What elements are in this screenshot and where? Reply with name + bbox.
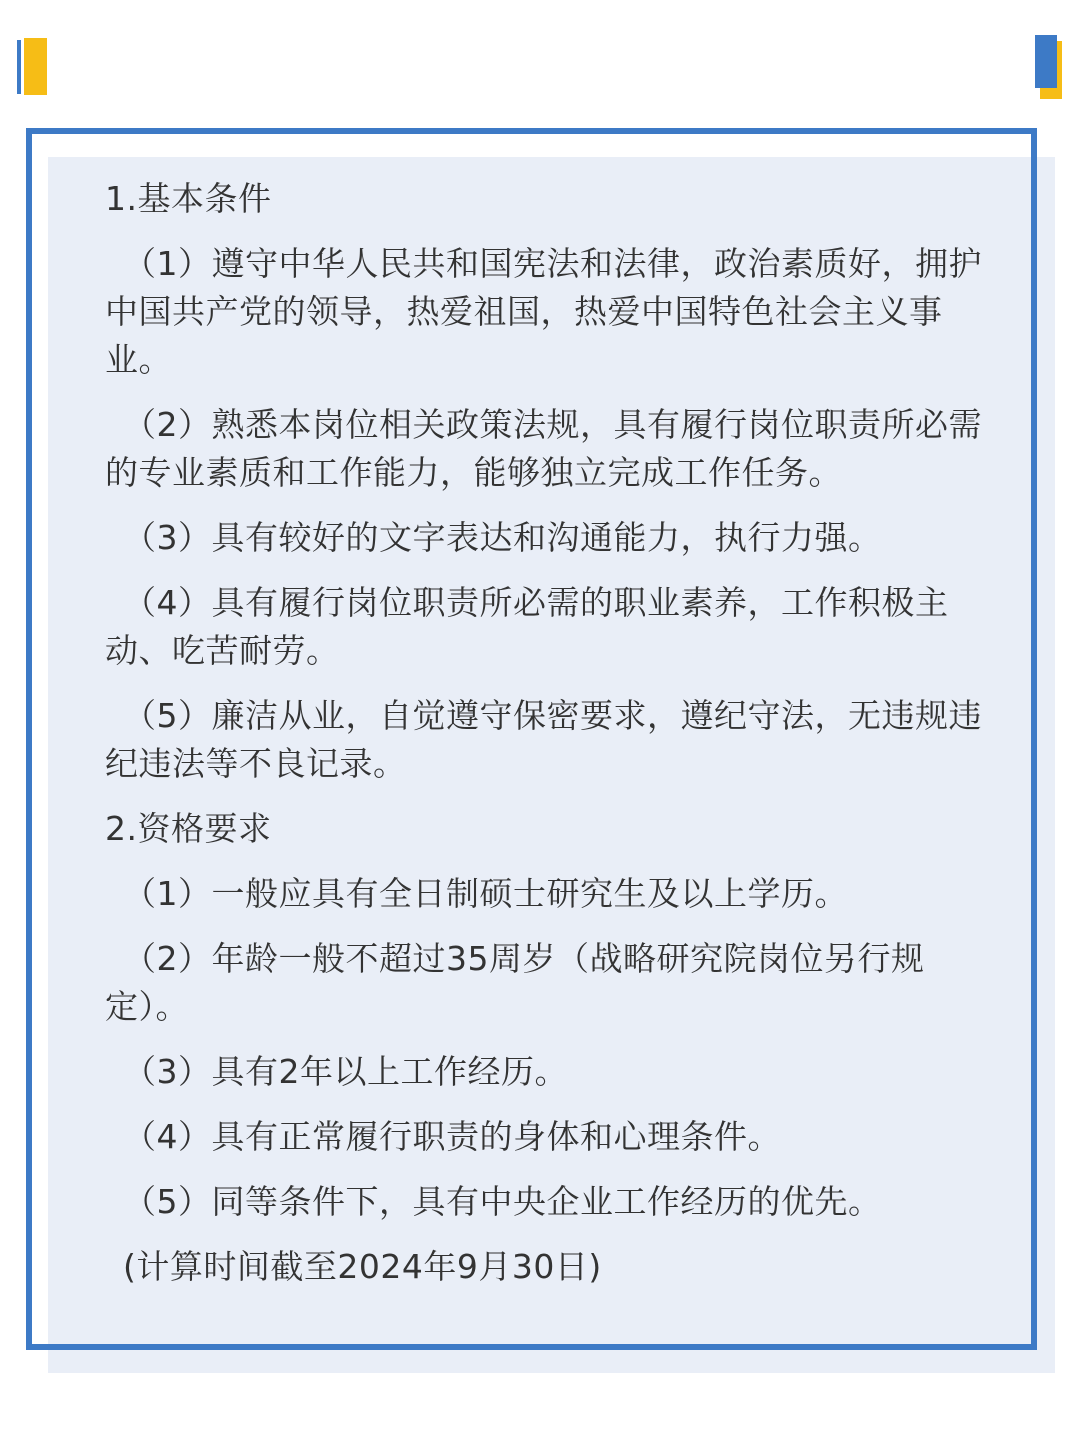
basic-condition-item-5: （5）廉洁从业，自觉遵守保密要求，遵纪守法，无违规违纪违法等不良记录。 bbox=[105, 696, 982, 783]
left-corner-bar-thin bbox=[17, 40, 21, 94]
basic-condition-item-3: （3）具有较好的文字表达和沟通能力，执行力强。 bbox=[123, 518, 882, 557]
calculation-date-note: (计算时间截至2024年9月30日) bbox=[123, 1247, 602, 1286]
basic-condition-item-4: （4）具有履行岗位职责所必需的职业素养，工作积极主动、吃苦耐劳。 bbox=[105, 583, 949, 670]
qualification-item-4: （4）具有正常履行职责的身体和心理条件。 bbox=[123, 1117, 781, 1156]
qualification-item-3: （3）具有2年以上工作经历。 bbox=[123, 1052, 568, 1091]
qualification-item-1: （1）一般应具有全日制硕士研究生及以上学历。 bbox=[123, 874, 848, 913]
content-area bbox=[105, 175, 995, 1291]
basic-condition-item-1: （1）遵守中华人民共和国宪法和法律，政治素质好，拥护中国共产党的领导，热爱祖国，热爱中国特色社会主义事业。 bbox=[105, 244, 982, 379]
qualification-item-5: （5）同等条件下，具有中央企业工作经历的优先。 bbox=[123, 1182, 882, 1221]
qualification-item-2: （2）年龄一般不超过35周岁（战略研究院岗位另行规定）。 bbox=[105, 939, 925, 1026]
left-corner-bar-yellow bbox=[24, 38, 47, 95]
basic-condition-item-2: （2）熟悉本岗位相关政策法规，具有履行岗位职责所必需的专业素质和工作能力，能够独立完成工作任务。 bbox=[105, 405, 982, 492]
section-heading-basic-conditions: 1.基本条件 bbox=[105, 179, 272, 218]
right-corner-bar-blue bbox=[1035, 35, 1057, 88]
section-heading-qualification-requirements: 2.资格要求 bbox=[105, 809, 272, 848]
